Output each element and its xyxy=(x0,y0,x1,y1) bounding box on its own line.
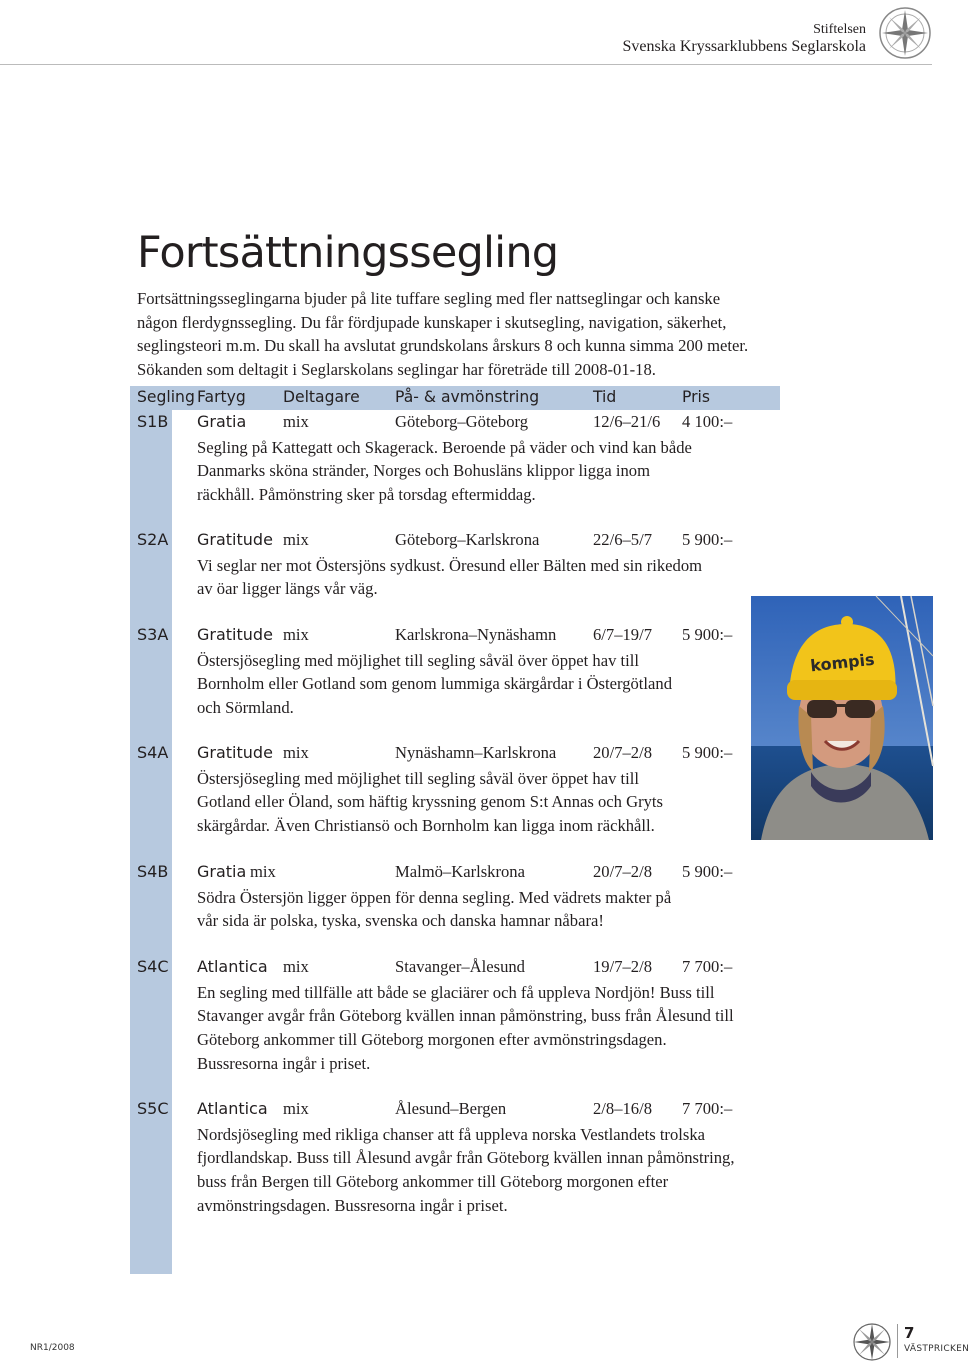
col-header-route: På- & avmönstring xyxy=(395,388,540,406)
col-header-segling: Segling xyxy=(137,388,195,406)
price: 5 900:– xyxy=(682,743,733,762)
compass-rose-icon xyxy=(852,1322,892,1362)
col-header-deltagare: Deltagare xyxy=(283,388,360,406)
dates: 20/7–2/8 xyxy=(593,743,653,762)
description-line: Vi seglar ner mot Östersjöns sydkust. Öresund eller Bälten med sin rikedom xyxy=(197,555,703,575)
participants-type: mix xyxy=(250,862,276,881)
description-line: Östersjösegling med möjlighet till segling såväl över öppet hav till xyxy=(197,650,639,670)
dates: 6/7–19/7 xyxy=(593,625,653,644)
description-line: fjordlandskap. Buss till Ålesund avgår från Göteborg kvällen innan påmönstring, xyxy=(197,1148,735,1168)
col-header-pris: Pris xyxy=(682,388,710,406)
header-subtitle: Stiftelsen xyxy=(813,22,866,37)
description-line: räckhåll. Påmönstring sker på torsdag eftermiddag. xyxy=(197,485,536,505)
magazine-name: VÄSTPRICKEN xyxy=(904,1344,969,1354)
price: 4 100:– xyxy=(682,412,733,431)
col-header-fartyg: Fartyg xyxy=(197,388,246,406)
description-line: Danmarks sköna stränder, Norges och Bohusläns klippor ligga inom xyxy=(197,461,650,481)
participants-type: mix xyxy=(283,530,309,549)
route: Göteborg–Göteborg xyxy=(395,412,529,431)
header-divider xyxy=(0,64,932,65)
description-line: Segling på Kattegatt och Skagerack. Beroende på väder och vind kan både xyxy=(197,437,692,457)
description-line: av öar ligger längs vår väg. xyxy=(197,579,378,599)
sailing-code: S2A xyxy=(137,530,169,549)
sailing-code: S4B xyxy=(137,862,169,881)
sailing-code: S1B xyxy=(137,412,169,431)
intro-line: Fortsättningsseglingarna bjuder på lite tuffare segling med fler nattseglingar och kanske xyxy=(137,289,721,308)
boat-name: Atlantica xyxy=(197,1099,268,1118)
sailing-description xyxy=(197,649,817,720)
boat-name: Atlantica xyxy=(197,957,268,976)
sailing-code: S4A xyxy=(137,743,169,762)
sailor-photo xyxy=(751,596,933,840)
participants-type: mix xyxy=(283,743,309,762)
intro-line: någon flerdygnssegling. Du får fördjupade kunskaper i skutsegling, navigation, säkerhet, xyxy=(137,312,727,332)
dates: 22/6–5/7 xyxy=(593,530,653,549)
sailing-code: S5C xyxy=(137,1099,169,1118)
sailing-description xyxy=(197,554,817,601)
description-line: Göteborg ankommer till Göteborg morgonen efter avmönstringsdagen. xyxy=(197,1030,667,1050)
boat-name: Gratitude xyxy=(197,625,273,644)
page-title: Fortsättningssegling xyxy=(137,228,559,278)
boat-name: Gratia xyxy=(197,412,247,431)
price: 7 700:– xyxy=(682,957,733,976)
description-line: Bussresorna ingår i priset. xyxy=(197,1053,371,1073)
description-line: En segling med tillfälle att både se glaciärer och få uppleva Nordjön! Buss till xyxy=(197,982,715,1002)
description-line: avmönstringsdagen. Bussresorna ingår i priset. xyxy=(197,1195,508,1215)
participants-type: mix xyxy=(283,625,309,644)
description-line: Stavanger avgår från Göteborg kvällen innan påmönstring, buss från Ålesund till xyxy=(197,1006,734,1026)
col-header-tid: Tid xyxy=(593,388,617,406)
sailing-description xyxy=(197,767,817,838)
route: Nynäshamn–Karlskrona xyxy=(395,743,557,762)
sailing-description xyxy=(197,886,817,933)
price: 5 900:– xyxy=(682,625,733,644)
participants-type: mix xyxy=(283,957,309,976)
price: 5 900:– xyxy=(682,530,733,549)
route: Stavanger–Ålesund xyxy=(395,957,525,976)
dates: 12/6–21/6 xyxy=(593,412,661,431)
dates: 2/8–16/8 xyxy=(593,1099,653,1118)
dates: 19/7–2/8 xyxy=(593,957,653,976)
description-line: Nordsjösegling med rikliga chanser att få uppleva norska Vestlandets trolska xyxy=(197,1124,705,1144)
description-line: Södra Östersjön ligger öppen för denna segling. Med vädrets makter på xyxy=(197,887,672,907)
participants-type: mix xyxy=(283,412,309,431)
route: Malmö–Karlskrona xyxy=(395,862,525,881)
description-line: Gotland eller Öland, som häftig kryssning genom S:t Annas och Gryts xyxy=(197,792,663,812)
description-line: Bornholm eller Gotland som genom lummiga skärgårdar i Östergötland xyxy=(197,674,672,694)
route: Göteborg–Karlskrona xyxy=(395,530,540,549)
participants-type: mix xyxy=(283,1099,309,1118)
footer-divider xyxy=(897,1324,898,1358)
boat-name: Gratitude xyxy=(197,743,273,762)
sailing-description xyxy=(197,981,817,1076)
dates: 20/7–2/8 xyxy=(593,862,653,881)
boat-name: Gratia xyxy=(197,862,247,881)
hat-text: kompis xyxy=(809,649,876,676)
description-line: vår sida är polska, tyska, svenska och danska hamnar nåbara! xyxy=(197,911,604,931)
description-line: buss från Bergen till Göteborg ankommer till Göteborg morgonen efter xyxy=(197,1172,669,1192)
sailing-description xyxy=(197,1123,817,1218)
header-organization: Svenska Kryssarklubbens Seglarskola xyxy=(622,38,866,55)
compass-rose-logo-icon xyxy=(878,6,932,60)
description-line: skärgårdar. Även Christiansö och Bornholm kan ligga inom räckhåll. xyxy=(197,816,655,836)
intro-line: Sökanden som deltagit i Seglarskolans seglingar har företräde till 2008-01-18. xyxy=(137,360,656,380)
intro-line: seglingsteori m.m. Du skall ha avslutat grundskolans årskurs 8 och kunna simma 200 meter. xyxy=(137,336,749,356)
boat-name: Gratitude xyxy=(197,530,273,549)
sailing-code: S4C xyxy=(137,957,169,976)
description-line: Östersjösegling med möjlighet till segling såväl över öppet hav till xyxy=(197,768,639,788)
route: Ålesund–Bergen xyxy=(395,1099,507,1118)
price: 5 900:– xyxy=(682,862,733,881)
sailing-description xyxy=(197,436,817,507)
description-line: och Sörmland. xyxy=(197,698,294,718)
page-number: 7 xyxy=(904,1324,915,1342)
sailing-code: S3A xyxy=(137,625,169,644)
issue-number: NR1/2008 xyxy=(30,1343,75,1353)
intro-paragraph xyxy=(137,287,827,382)
route: Karlskrona–Nynäshamn xyxy=(395,625,557,644)
price: 7 700:– xyxy=(682,1099,733,1118)
